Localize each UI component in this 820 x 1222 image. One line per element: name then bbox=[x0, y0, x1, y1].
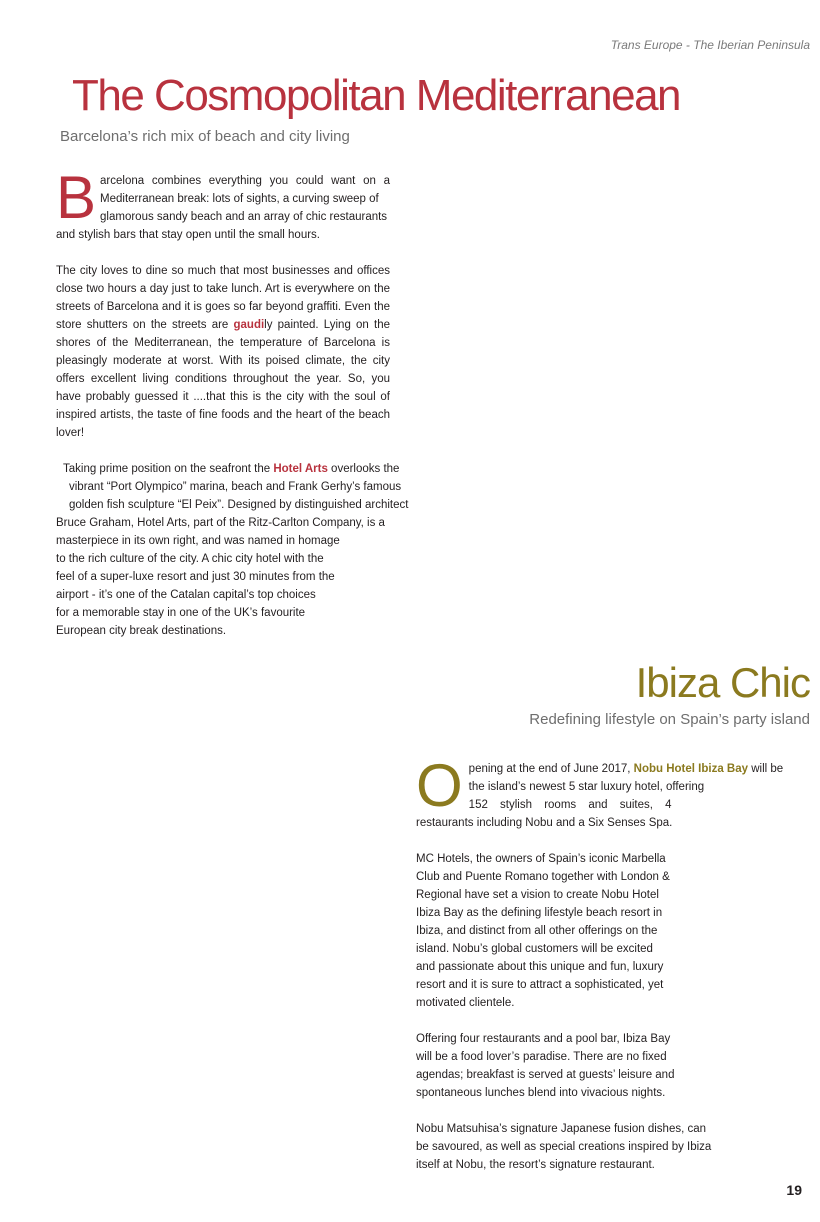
paragraph-line: Offering four restaurants and a pool bar, Ibiza Bay bbox=[416, 1033, 671, 1045]
article2-paragraph-1 bbox=[416, 752, 812, 832]
paragraph-line: European city break destinations. bbox=[56, 625, 227, 637]
paragraph-line: glamorous sandy beach and an array of chic restaurants bbox=[100, 211, 388, 223]
ibiza-subtitle: Redefining lifestyle on Spain’s party island bbox=[529, 711, 810, 728]
ibiza-title: Ibiza Chic bbox=[635, 659, 810, 706]
paragraph-line: Bruce Graham, Hotel Arts, part of the Ritz-Carlton Company, is a bbox=[56, 517, 385, 529]
paragraph-line: Club and Puente Romano together with London & bbox=[416, 871, 670, 883]
paragraph-text: pening at the end of June 2017, bbox=[468, 763, 634, 775]
paragraph-line bbox=[56, 460, 446, 478]
paragraph-line: Nobu Matsuhisa’s signature Japanese fusion dishes, can bbox=[416, 1123, 707, 1135]
paragraph-text: Taking prime position on the seafront the bbox=[63, 463, 274, 475]
paragraph-line: Regional have set a vision to create Nobu Hotel bbox=[416, 889, 659, 901]
paragraph-line: vibrant “Port Olympico” marina, beach and Frank Gerhy’s famous bbox=[69, 481, 402, 493]
paragraph-line: will be a food lover’s paradise. There are no fixed bbox=[416, 1051, 667, 1063]
paragraph-line bbox=[416, 760, 812, 778]
paragraph-text: ly painted. Lying on the shores of the Mediterranean, the temperature of Barcelona is pleasingly moderate at worst. With its poised climate, the city offers excellent living conditions throughout the year. So, you have probably guessed it ....that this is the city with the soul of inspired artists, the taste of fine foods and the heart of the beach lover! bbox=[56, 319, 390, 439]
paragraph-line: and passionate about this unique and fun, luxury bbox=[416, 961, 664, 973]
dropcap-o: O bbox=[416, 752, 463, 819]
nobu-hotel-highlight: Nobu Hotel Ibiza Bay bbox=[633, 763, 749, 775]
paragraph-line: 152 stylish rooms and suites, 4 bbox=[468, 799, 672, 811]
paragraph-line: spontaneous lunches blend into vivacious nights. bbox=[416, 1087, 666, 1099]
paragraph-line: agendas; breakfast is served at guests’ leisure and bbox=[416, 1069, 675, 1081]
paragraph-line: Ibiza Bay as the defining lifestyle beach resort in bbox=[416, 907, 663, 919]
paragraph-line: airport - it’s one of the Catalan capital’s top choices bbox=[56, 589, 316, 601]
paragraph-line: feel of a super-luxe resort and just 30 minutes from the bbox=[56, 571, 335, 583]
paragraph-line: motivated clientele. bbox=[416, 997, 515, 1009]
paragraph-text: will be bbox=[748, 763, 784, 775]
paragraph-text: The city loves to dine so much that most businesses and offices close two hours a day just to take lunch. Art is everywhere on the streets of Barcelona and it is goes so far beyond graffiti. Even the store shutters on the streets are bbox=[56, 265, 390, 331]
paragraph-line: Ibiza, and distinct from all other offerings on the bbox=[416, 925, 658, 937]
running-header: Trans Europe - The Iberian Peninsula bbox=[610, 38, 810, 52]
paragraph-line: be savoured, as well as special creations inspired by Ibiza bbox=[416, 1141, 712, 1153]
paragraph-line: itself at Nobu, the resort’s signature restaurant. bbox=[416, 1159, 655, 1171]
paragraph-line: restaurants including Nobu and a Six Senses Spa. bbox=[416, 817, 673, 829]
paragraph-line: resort and it is sure to attract a sophisticated, yet bbox=[416, 979, 664, 991]
paragraph-line: for a memorable stay in one of the UK’s favourite bbox=[56, 607, 306, 619]
article2-paragraph-4 bbox=[416, 1120, 736, 1174]
paragraph-line: masterpiece in its own right, and was named in homage bbox=[56, 535, 340, 547]
paragraph-text: overlooks the bbox=[327, 463, 400, 475]
article1-paragraph-1 bbox=[56, 164, 390, 244]
article1-paragraph-3 bbox=[56, 460, 446, 640]
hotel-arts-highlight: Hotel Arts bbox=[273, 463, 328, 475]
article-subtitle: Barcelona’s rich mix of beach and city living bbox=[60, 128, 350, 145]
article-title: The Cosmopolitan Mediterranean bbox=[72, 71, 681, 120]
paragraph-line: island. Nobu’s global customers will be excited bbox=[416, 943, 653, 955]
paragraph-line: the island’s newest 5 star luxury hotel, offering bbox=[468, 781, 705, 793]
article2-paragraph-3 bbox=[416, 1030, 716, 1102]
article1-paragraph-2 bbox=[56, 262, 390, 442]
paragraph-line: Mediterranean break: lots of sights, a curving sweep of bbox=[100, 193, 379, 205]
paragraph-line: and stylish bars that stay open until the small hours. bbox=[56, 229, 321, 241]
paragraph-line: arcelona combines everything you could want on a bbox=[100, 175, 390, 187]
dropcap-b: B bbox=[56, 164, 97, 231]
paragraph-line: MC Hotels, the owners of Spain’s iconic Marbella bbox=[416, 853, 666, 865]
paragraph-line: golden fish sculpture “El Peix”. Designed by distinguished architect bbox=[69, 499, 409, 511]
page-number: 19 bbox=[786, 1182, 802, 1198]
gaudi-highlight: gaudi bbox=[233, 319, 265, 331]
article2-paragraph-2 bbox=[416, 850, 716, 1012]
paragraph-line: to the rich culture of the city. A chic city hotel with the bbox=[56, 553, 324, 565]
